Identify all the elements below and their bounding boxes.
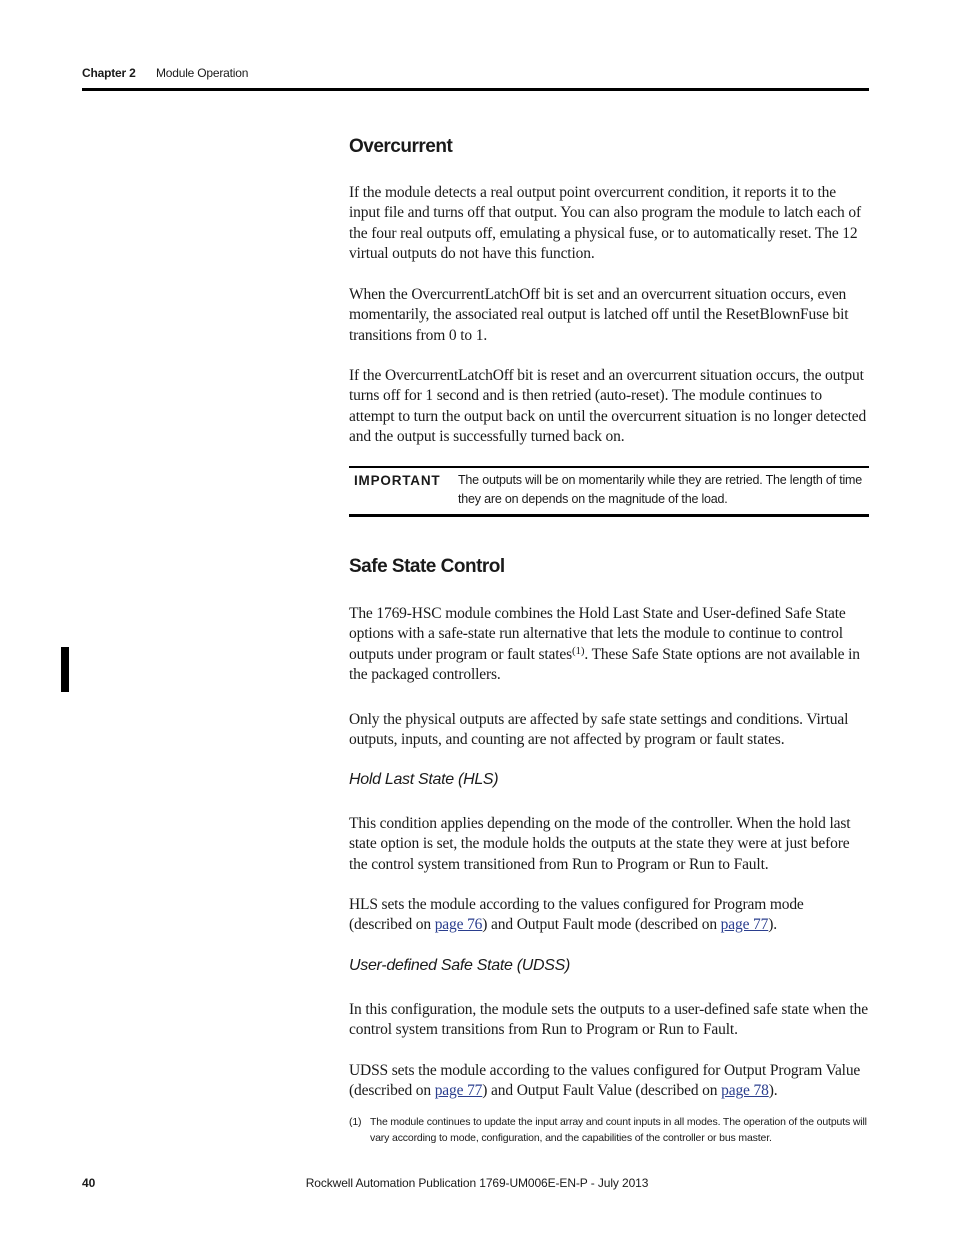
page-76-link[interactable]: page 76 <box>434 916 483 934</box>
udss-paragraph-2 <box>349 1061 869 1102</box>
header-rule <box>82 88 869 91</box>
hls-heading: Hold Last State (HLS) <box>349 771 499 788</box>
udss-p2-text-c: ). <box>768 1082 778 1100</box>
safe-state-paragraph-2: Only the physical outputs are affected by safe state settings and conditions. Virtual outputs, inputs, and counting are not affected by program or fault states. <box>349 711 849 749</box>
page-77-link[interactable]: page 77 <box>434 1082 483 1100</box>
overcurrent-paragraph-2: When the OvercurrentLatchOff bit is set and an overcurrent situation occurs, even momentarily, the associated real output is latched off until the ResetBlownFuse bit transitions from 0 to 1. <box>349 286 849 344</box>
udss-p2-text-a: UDSS sets the module according to the values configured for Output Program Value (described on <box>349 1062 861 1100</box>
change-bar <box>61 647 69 692</box>
safe-state-heading: Safe State Control <box>349 556 505 577</box>
overcurrent-paragraph-1: If the module detects a real output point overcurrent condition, it reports it to the input file and turns off that output. You can also program the module to latch each of the four real outputs off, emulating a physical fuse, or to automatically reset. The 12 virtual outputs do not have this function. <box>349 184 861 262</box>
important-text: The outputs will be on momentarily while they are retried. The length of time they are on depends on the magnitude of the load. <box>458 473 863 506</box>
footnote-text: The module continues to update the input array and count inputs in all modes. The operation of the outputs will vary according to mode, configuration, and the capabilities of the controller or bus master. <box>370 1116 867 1144</box>
hls-p2-text-a: HLS sets the module according to the values configured for Program mode (described on <box>349 896 804 934</box>
page-number: 40 <box>82 1176 96 1190</box>
important-callout <box>349 466 869 517</box>
hls-p2-text-b: ) and Output Fault mode (described on <box>482 916 721 934</box>
safe-state-p1-text-b: . These Safe State options are not available in the packaged controllers. <box>349 645 860 683</box>
safe-state-paragraph-1 <box>349 604 869 685</box>
important-label: IMPORTANT <box>354 473 441 488</box>
page-header <box>82 66 869 92</box>
footnote-reference: (1) <box>572 644 585 657</box>
chapter-label: Chapter 2 <box>82 66 136 80</box>
overcurrent-heading: Overcurrent <box>349 136 453 157</box>
udss-p2-text-b: ) and Output Fault Value (described on <box>482 1082 722 1100</box>
footnote-number: (1) <box>349 1116 362 1128</box>
publication-info: Rockwell Automation Publication 1769-UM006E-EN-P - July 2013 <box>305 1176 649 1190</box>
page-78-link[interactable]: page 78 <box>721 1082 769 1100</box>
safe-state-p1-text-a: The 1769-HSC module combines the Hold Last State and User-defined Safe State options with a safe-state run alternative that lets the module to continue to control outputs under program or fault states <box>349 605 846 663</box>
hls-paragraph-2 <box>349 895 869 936</box>
udss-heading: User-defined Safe State (UDSS) <box>349 957 571 974</box>
overcurrent-paragraph-3: If the OvercurrentLatchOff bit is reset and an overcurrent situation occurs, the output turns off for 1 second and is then retried (auto-reset). The module continues to attempt to turn the output back on until the overcurrent situation is no longer detected and the output is successfully turned back on. <box>349 367 867 445</box>
hls-paragraph-1: This condition applies depending on the mode of the controller. When the hold last state option is set, the module holds the outputs at the state they were at just before the control system transitioned from Run to Program or Run to Fault. <box>349 815 851 873</box>
page-77-link[interactable]: page 77 <box>720 916 769 934</box>
chapter-title: Module Operation <box>156 66 249 80</box>
udss-paragraph-1: In this configuration, the module sets the outputs to a user-defined safe state when the control system transitions from Run to Program or Run to Fault. <box>349 1001 868 1039</box>
hls-p2-text-c: ). <box>768 916 778 934</box>
